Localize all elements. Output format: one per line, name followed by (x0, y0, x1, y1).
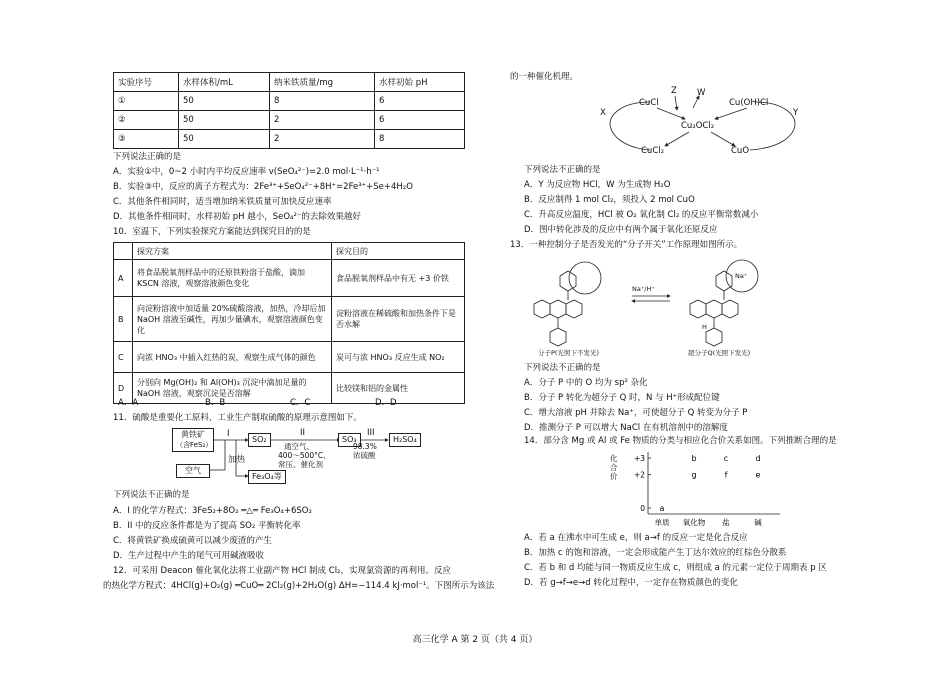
x-category-label: 碱 (754, 518, 762, 527)
q10-stem: 10．室温下，下列实验探究方案能达到探究目的的是 (113, 227, 311, 237)
proton-label: H (702, 323, 707, 331)
table-cell: ③ (114, 130, 179, 149)
q12-option-c: C．升高反应温度，HCl 被 O₂ 氧化制 Cl₂ 的反应平衡常数减小 (524, 210, 759, 220)
table-cell: A (114, 260, 133, 297)
table-cell: 50 (179, 130, 270, 149)
sodium-ion-label: Na⁺ (735, 272, 748, 280)
x-category-label: 单质 (654, 518, 670, 527)
table-cell: 8 (375, 130, 465, 149)
q11-option-b: B．II 中的反应条件都是为了提高 SO₂ 平衡转化率 (113, 521, 301, 531)
table-cell: 50 (179, 92, 270, 111)
q9-option-d: D．其他条件相同时，水样初始 pH 越小，SeO₄²⁻的去除效果越好 (113, 212, 361, 222)
table-cell: 炭可与浓 HNO₃ 反应生成 NO₂ (332, 342, 465, 373)
q14-option-b: B．加热 c 的饱和溶液，一定会形成能产生丁达尔效应的红棕色分散系 (524, 548, 787, 558)
air-box: 空气 (176, 464, 210, 478)
z-label: Z (671, 86, 677, 96)
q11-stem: 11．硫酸是重要化工原料，工业生产制取硫酸的原理示意图如下。 (113, 413, 362, 423)
q13-option-b: B．分子 P 转化为超分子 Q 时，N 与 H⁺形成配位键 (524, 393, 720, 403)
table-header-cell: 水样体积/mL (179, 73, 270, 92)
table-cell: 6 (375, 111, 465, 130)
so3-box: SO₃ (338, 433, 361, 447)
y-label: Y (793, 108, 799, 118)
table-header-cell (114, 243, 133, 260)
q11-prompt: 下列说法不正确的是 (113, 490, 190, 500)
y-tick-label: 0 (640, 504, 645, 513)
table-row (114, 130, 465, 149)
table-header-cell: 实验序号 (114, 73, 179, 92)
molecule-structures (530, 256, 790, 360)
q14-stem: 14．部分含 Mg 或 Al 或 Fe 物质的分类与相应化合价关系如图。下列推断合理的是 (524, 436, 837, 446)
data-point-e: e (755, 470, 761, 480)
pyrite-box (172, 428, 214, 452)
table-cell: 比较镁和铝的金属性 (332, 373, 465, 404)
q13-prompt: 下列说法不正确的是 (524, 363, 601, 373)
switch-arrow-label: Na⁺/H⁺ (632, 285, 655, 293)
q10-answer-c: C．C (290, 398, 311, 408)
step-ii-condition-3: 常压、催化剂 (278, 460, 323, 469)
sulfuric-acid-flow-diagram (170, 428, 430, 486)
table-cell: 6 (375, 92, 465, 111)
cucl2-label: CuCl₂ (641, 146, 665, 156)
q10-answer-b: B．B (205, 398, 226, 408)
q14-option-a: A．若 a 在沸水中可生成 e，则 a→f 的反应一定是化合反应 (524, 533, 748, 543)
step-iii-label: III (367, 428, 375, 438)
table-cell: ① (114, 92, 179, 111)
x-label: X (600, 108, 606, 118)
cuo-label: CuO (731, 146, 750, 156)
cu2ocl2-label: Cu₂OCl₂ (681, 121, 715, 131)
fe3o4-box: Fe₃O₄等 (248, 470, 286, 484)
table-cell: 向浓 HNO₃ 中插入红热的炭，观察生成气体的颜色 (133, 342, 332, 373)
q12-option-a: A．Y 为反应物 HCl，W 为生成物 H₂O (524, 180, 671, 190)
q12-line-3: 的一种催化机理。 (510, 72, 579, 82)
x-category-label: 氧化物 (682, 518, 706, 527)
q11-option-a: A．I 的化学方程式：3FeS₂+8O₂ ═△═ Fe₃O₄+6SO₂ (113, 506, 312, 516)
experiment-table (113, 72, 465, 149)
cycle-arrow (715, 108, 747, 119)
step-iii-condition-1: 98.3% (353, 442, 377, 451)
q9-option-a: A．实验①中，0~2 小时内平均反应速率 v(SeO₄²⁻)=2.0 mol·L⁻¹·h⁻¹ (113, 167, 380, 177)
q12-prompt: 下列说法不正确的是 (524, 165, 601, 175)
table-cell: 分别向 Mg(OH)₂ 和 Al(OH)₃ 沉淀中滴加足量的 NaOH 溶液，观察沉淀是否溶解 (133, 373, 332, 404)
data-point-d: d (755, 454, 761, 463)
cycle-arrow (657, 108, 685, 119)
molecule-q-caption: 超分子Q(光照下发光) (688, 349, 751, 357)
step-ii-condition-2: 400～500°C、 (278, 451, 331, 460)
heat-label: 加热 (228, 455, 246, 465)
table-cell: 2 (270, 111, 375, 130)
q9-option-b: B．实验③中，反应的离子方程式为：2Fe³⁺+SeO₄²⁻+8H⁺=2Fe³⁺+Se+4H₂O (113, 182, 413, 192)
table-cell: ② (114, 111, 179, 130)
cycle-left-arc (610, 102, 650, 150)
h2so4-box: H₂SO₄ (389, 433, 421, 447)
q12-line-1: 12．可采用 Deacon 催化氧化法将工业副产物 HCl 制成 Cl₂，实现氯资源的再利用。反应 (113, 566, 451, 576)
q13-stem: 13．一种控制分子是否发光的“分子开关”工作原理如图所示。 (510, 240, 743, 250)
cucl-label: CuCl (639, 98, 659, 108)
table-cell: 50 (179, 111, 270, 130)
step-ii-condition-1: 通空气、 (284, 442, 314, 451)
y-tick-label: +3 (633, 454, 645, 463)
cuohcl-label: Cu(OH)Cl (729, 98, 769, 108)
molecular-switch-diagram (530, 256, 790, 360)
q14-option-c: C．若 b 和 d 均能与同一物质反应生成 c，则组成 a 的元素一定位于周期表 p 区 (524, 563, 827, 573)
q13-option-a: A．分子 P 中的 O 均为 sp² 杂化 (524, 378, 648, 388)
q10-answer-d: D．D (375, 398, 397, 408)
q9-prompt: 下列说法正确的是 (113, 152, 182, 162)
x-category-label: 盐 (722, 518, 730, 527)
table-cell: B (114, 297, 133, 342)
valence-chart (608, 448, 788, 530)
y-axis-label: 化合价 (610, 454, 618, 481)
valence-chart-svg (608, 448, 788, 530)
data-point-b: b (691, 454, 697, 463)
table-cell: 向淀粉溶液中加适量 20%硫酸溶液，加热，冷却后加 NaOH 溶液至碱性，再加少量碘水，观察溶液颜色变化 (133, 297, 332, 342)
cycle-right-arc (750, 102, 795, 150)
table-header-cell: 探究方案 (133, 243, 332, 260)
cycle-arrow (675, 96, 677, 110)
data-point-a: a (659, 504, 665, 513)
w-label: W (697, 88, 706, 98)
pyrite-label: 黄铁矿 (181, 430, 205, 439)
data-point-g: g (691, 470, 697, 480)
table-header-row (114, 73, 465, 92)
q11-option-c: C．将黄铁矿换成硫黄可以减少废渣的产生 (113, 536, 272, 546)
table-cell: 将食品脱氧剂样品中的还原铁粉溶于盐酸，滴加 KSCN 溶液，观察溶液颜色变化 (133, 260, 332, 297)
table-row (114, 111, 465, 130)
table-cell: 8 (270, 92, 375, 111)
q10-table (113, 242, 465, 404)
step-iii-condition-2: 浓硫酸 (353, 451, 376, 460)
table-header-cell: 探究目的 (332, 243, 465, 260)
q11-option-d: D．生产过程中产生的尾气可用碱液吸收 (113, 551, 265, 561)
table-cell: 淀粉溶液在稀硫酸和加热条件下是否水解 (332, 297, 465, 342)
q10-answer-a: A．A (118, 398, 139, 408)
catalytic-cycle-diagram (595, 86, 810, 160)
pyrite-sublabel: （含FeS₂） (176, 441, 213, 449)
data-point-f: f (724, 470, 728, 480)
cycle-arrow (711, 132, 735, 146)
q14-option-d: D．若 g→f→e→d 转化过程中，一定存在物质颜色的变化 (524, 578, 738, 588)
molecule-p-caption: 分子P(光照下不发光) (538, 349, 599, 357)
table-cell: 2 (270, 130, 375, 149)
table-row (114, 260, 465, 297)
table-row (114, 342, 465, 373)
step-ii-label: II (300, 428, 306, 438)
molecule-q (690, 260, 758, 346)
table-row (114, 92, 465, 111)
q12-option-d: D．图中转化涉及的反应中有两个属于氧化还原反应 (524, 225, 718, 235)
page-footer: 高三化学 A 第 2 页（共 4 页） (412, 635, 538, 645)
data-point-c: c (723, 454, 729, 463)
table-header-cell: 水样初始 pH (375, 73, 465, 92)
table-cell: 食品脱氧剂样品中有无 +3 价铁 (332, 260, 465, 297)
y-tick-label: +2 (633, 470, 645, 480)
table-row (114, 373, 465, 404)
table-header-row (114, 243, 465, 260)
cycle-arrow (665, 132, 689, 146)
q13-option-c: C．增大溶液 pH 并除去 Na⁺，可使超分子 Q 转变为分子 P (524, 408, 748, 418)
step-i-label: I (227, 429, 230, 439)
molecule-p (534, 262, 601, 346)
q12-option-b: B．反应制得 1 mol Cl₂，须投入 2 mol CuO (524, 195, 695, 205)
table-header-cell: 纳米铁质量/mg (270, 73, 375, 92)
so2-box: SO₂ (248, 433, 271, 447)
table-row (114, 297, 465, 342)
table-cell: C (114, 342, 133, 373)
table-cell: D (114, 373, 133, 404)
q13-option-d: D．推测分子 P 可以增大 NaCl 在有机溶剂中的溶解度 (524, 423, 728, 433)
q9-option-c: C．其他条件相同时，适当增加纳米铁质量可加快反应速率 (113, 197, 332, 207)
q12-line-2: 的热化学方程式：4HCl(g)+O₂(g) ═CuO═ 2Cl₂(g)+2H₂O(g) ΔH=−114.4 kJ·mol⁻¹。下图所示为该法 (103, 581, 495, 591)
